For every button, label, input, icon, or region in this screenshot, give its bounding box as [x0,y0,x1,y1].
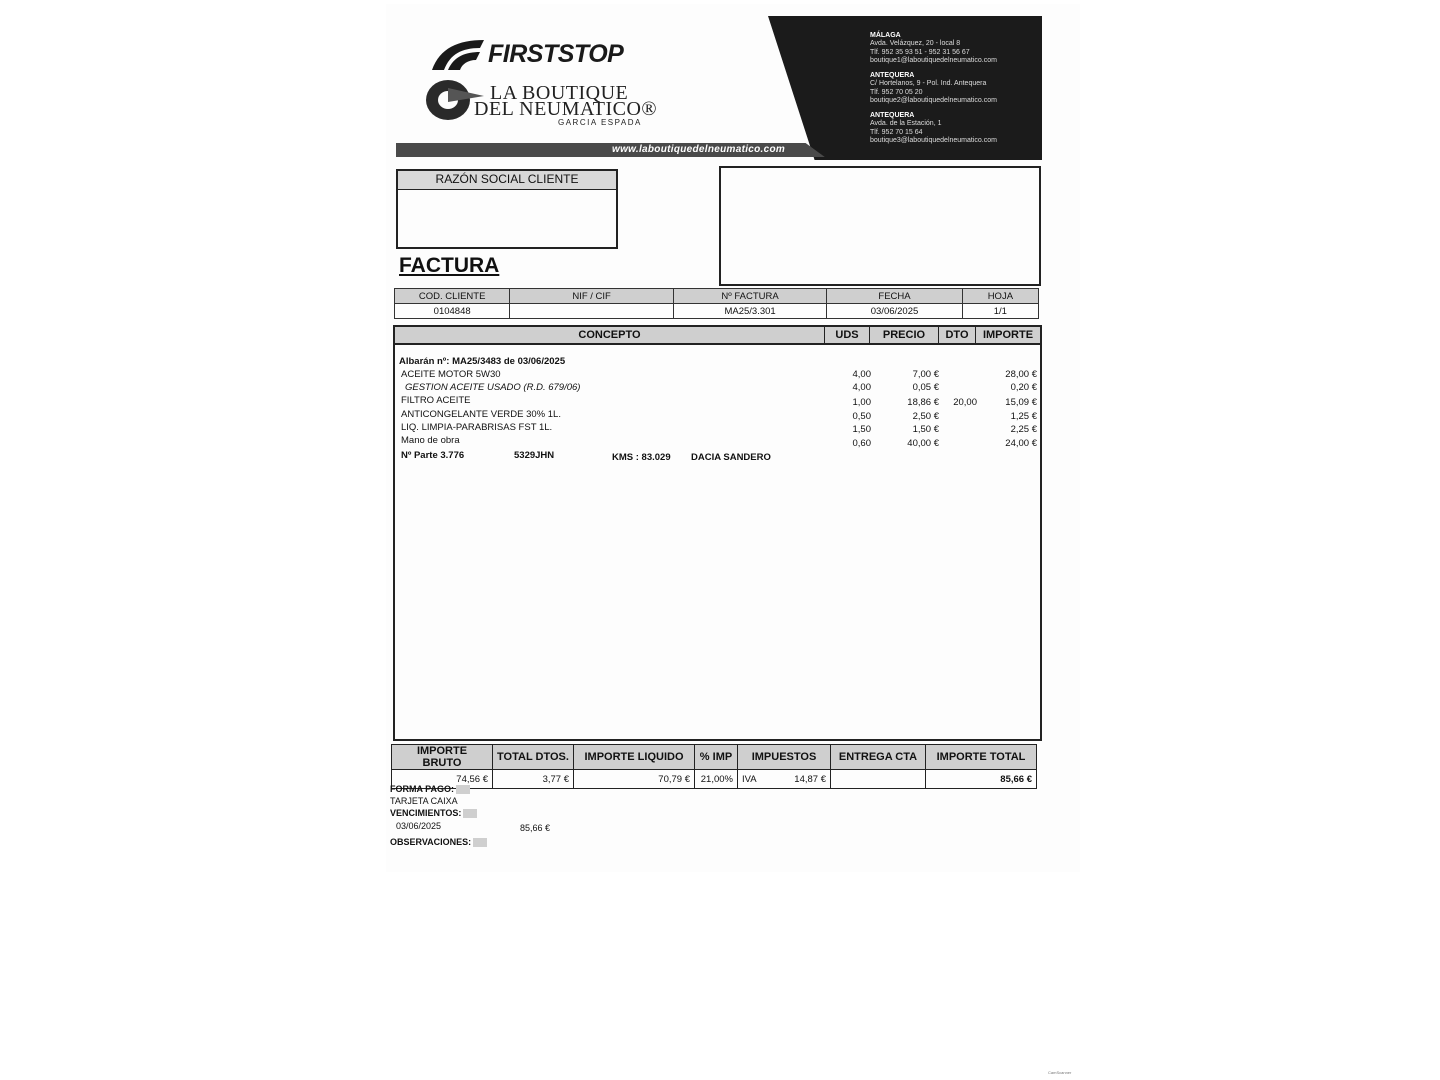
value-nif [510,304,674,319]
iva-label: IVA [742,773,757,785]
header-total-dtos: TOTAL DTOS. [493,745,574,770]
address-email: boutique3@laboutiquedelneumatico.com [870,137,997,145]
address-line: Avda. de la Estación, 1 [870,120,942,128]
table-row [395,409,1040,422]
vencimientos-label-row [390,808,477,818]
header-importe-total: IMPORTE TOTAL [926,745,1037,770]
firststop-text: FIRSTSTOP [488,40,624,68]
table-row [395,435,1040,448]
website-url[interactable]: www.laboutiquedelneumatico.com [612,144,786,155]
line-concepto: ACEITE MOTOR 5W30 [401,369,501,380]
header-importe: IMPORTE [976,327,1040,343]
client-box [396,169,618,249]
value-importe-bruto: 74,56 € [392,770,493,789]
parte-matricula: 5329JHN [514,450,555,461]
forma-pago-label-row [390,784,470,794]
boutique-line1: LA BOUTIQUE [490,82,629,104]
parte-vehiculo: DACIA SANDERO [691,452,771,463]
line-importe: 28,00 € [1005,369,1037,380]
header-fecha: FECHA [827,289,962,304]
value-total-dtos: 3,77 € [493,770,574,789]
invoice-info-table [394,288,1039,319]
value-cod-cliente: 0104848 [395,304,510,319]
line-importe: 0,20 € [1010,382,1037,393]
value-num-factura: MA25/3.301 [673,304,826,319]
line-precio: 7,00 € [912,369,939,380]
boutique-logo [418,78,658,130]
address-phone: Tlf. 952 70 15 64 [870,128,923,136]
address-email: boutique2@laboutiquedelneumatico.com [870,97,997,105]
header-entrega-cta: ENTREGA CTA [831,745,926,770]
address-antequera-1 [870,72,997,106]
parte-row [395,450,1040,463]
line-concepto: FILTRO ACEITE [401,395,471,406]
observaciones-label: OBSERVACIONES: [390,837,472,847]
line-uds: 1,50 [852,424,871,435]
header-importe-bruto: IMPORTE BRUTO [392,745,493,770]
albaran-text: Albarán nº: MA25/3483 de 03/06/2025 [399,356,566,367]
value-entrega-cta [831,770,926,789]
table-row [395,369,1040,382]
address-city: ANTEQUERA [870,112,915,119]
header-pct-imp: % IMP [695,745,738,770]
line-uds: 0,50 [852,411,871,422]
concept-header-row [395,327,1040,345]
redaction [456,785,470,794]
line-importe: 15,09 € [1005,397,1037,408]
address-city: MÁLAGA [870,32,901,39]
header-dto: DTO [939,327,976,343]
parte-number: Nº Parte 3.776 [401,450,465,461]
address-box [719,166,1041,286]
header-num-factura: Nº FACTURA [673,289,826,304]
observaciones-label-row [390,837,487,847]
line-precio: 0,05 € [912,382,939,393]
address-city: ANTEQUERA [870,72,915,79]
header-hoja: HOJA [962,289,1038,304]
value-fecha: 03/06/2025 [827,304,962,319]
redaction [463,809,477,818]
line-uds: 0,60 [852,438,871,449]
line-precio: 1,50 € [912,424,939,435]
value-importe-liquido: 70,79 € [574,770,695,789]
redaction [473,838,487,847]
line-uds: 4,00 [852,369,871,380]
value-hoja: 1/1 [962,304,1038,319]
totals-table [391,744,1037,789]
header-uds: UDS [825,327,870,343]
address-line: C/ Hortelanos, 9 - Pol. Ind. Antequera [870,80,987,88]
address-malaga [870,32,997,66]
address-phone: Tlf. 952 70 05 20 [870,88,923,96]
header-concepto: CONCEPTO [395,327,825,343]
header-precio: PRECIO [870,327,939,343]
forma-pago-value: TARJETA CAIXA [390,796,458,806]
scanner-stamp: CamScanner [1048,1070,1072,1075]
value-pct-imp: 21,00% [695,770,738,789]
table-row [395,395,1040,408]
header-impuestos: IMPUESTOS [738,745,831,770]
value-importe-total: 85,66 € [926,770,1037,789]
firststop-swoosh-icon [430,38,486,72]
header-nif: NIF / CIF [510,289,674,304]
header-importe-liquido: IMPORTE LIQUIDO [574,745,695,770]
line-concepto: GESTION ACEITE USADO (R.D. 679/06) [405,382,581,393]
line-concepto: Mano de obra [401,435,460,446]
line-importe: 2,25 € [1010,424,1037,435]
concept-table [393,325,1042,741]
vencimiento-fecha: 03/06/2025 [396,821,442,831]
firststop-logo [430,38,640,72]
boutique-line2: DEL NEUMATICO® [474,98,658,120]
value-impuestos [738,770,831,789]
line-concepto: LIQ. LIMPIA-PARABRISAS FST 1L. [401,422,553,433]
line-concepto: ANTICONGELANTE VERDE 30% 1L. [401,409,561,420]
client-header: RAZÓN SOCIAL CLIENTE [398,169,616,190]
impuestos-amount: 14,87 € [794,773,826,785]
address-line: Avda. Velázquez, 20 - local 8 [870,40,961,48]
line-uds: 1,00 [852,397,871,408]
parte-kms: KMS : 83.029 [612,452,671,463]
address-phone: Tlf. 952 35 93 51 - 952 31 56 67 [870,48,970,56]
albaran-row [395,356,1040,369]
address-antequera-2 [870,112,997,146]
vencimiento-importe: 85,66 € [520,823,551,833]
table-row [395,422,1040,435]
forma-pago-label: FORMA PAGO: [390,784,454,794]
line-precio: 2,50 € [912,411,939,422]
header-cod-cliente: COD. CLIENTE [395,289,510,304]
boutique-line3: GARCIA ESPADA [558,118,642,127]
document-title: FACTURA [399,254,500,277]
line-precio: 40,00 € [907,438,939,449]
vencimientos-label: VENCIMIENTOS: [390,808,462,818]
line-importe: 24,00 € [1005,438,1037,449]
line-importe: 1,25 € [1010,411,1037,422]
table-row [395,382,1040,395]
address-email: boutique1@laboutiquedelneumatico.com [870,57,997,65]
line-uds: 4,00 [852,382,871,393]
line-dto: 20,00 [953,397,977,408]
line-precio: 18,86 € [907,397,939,408]
